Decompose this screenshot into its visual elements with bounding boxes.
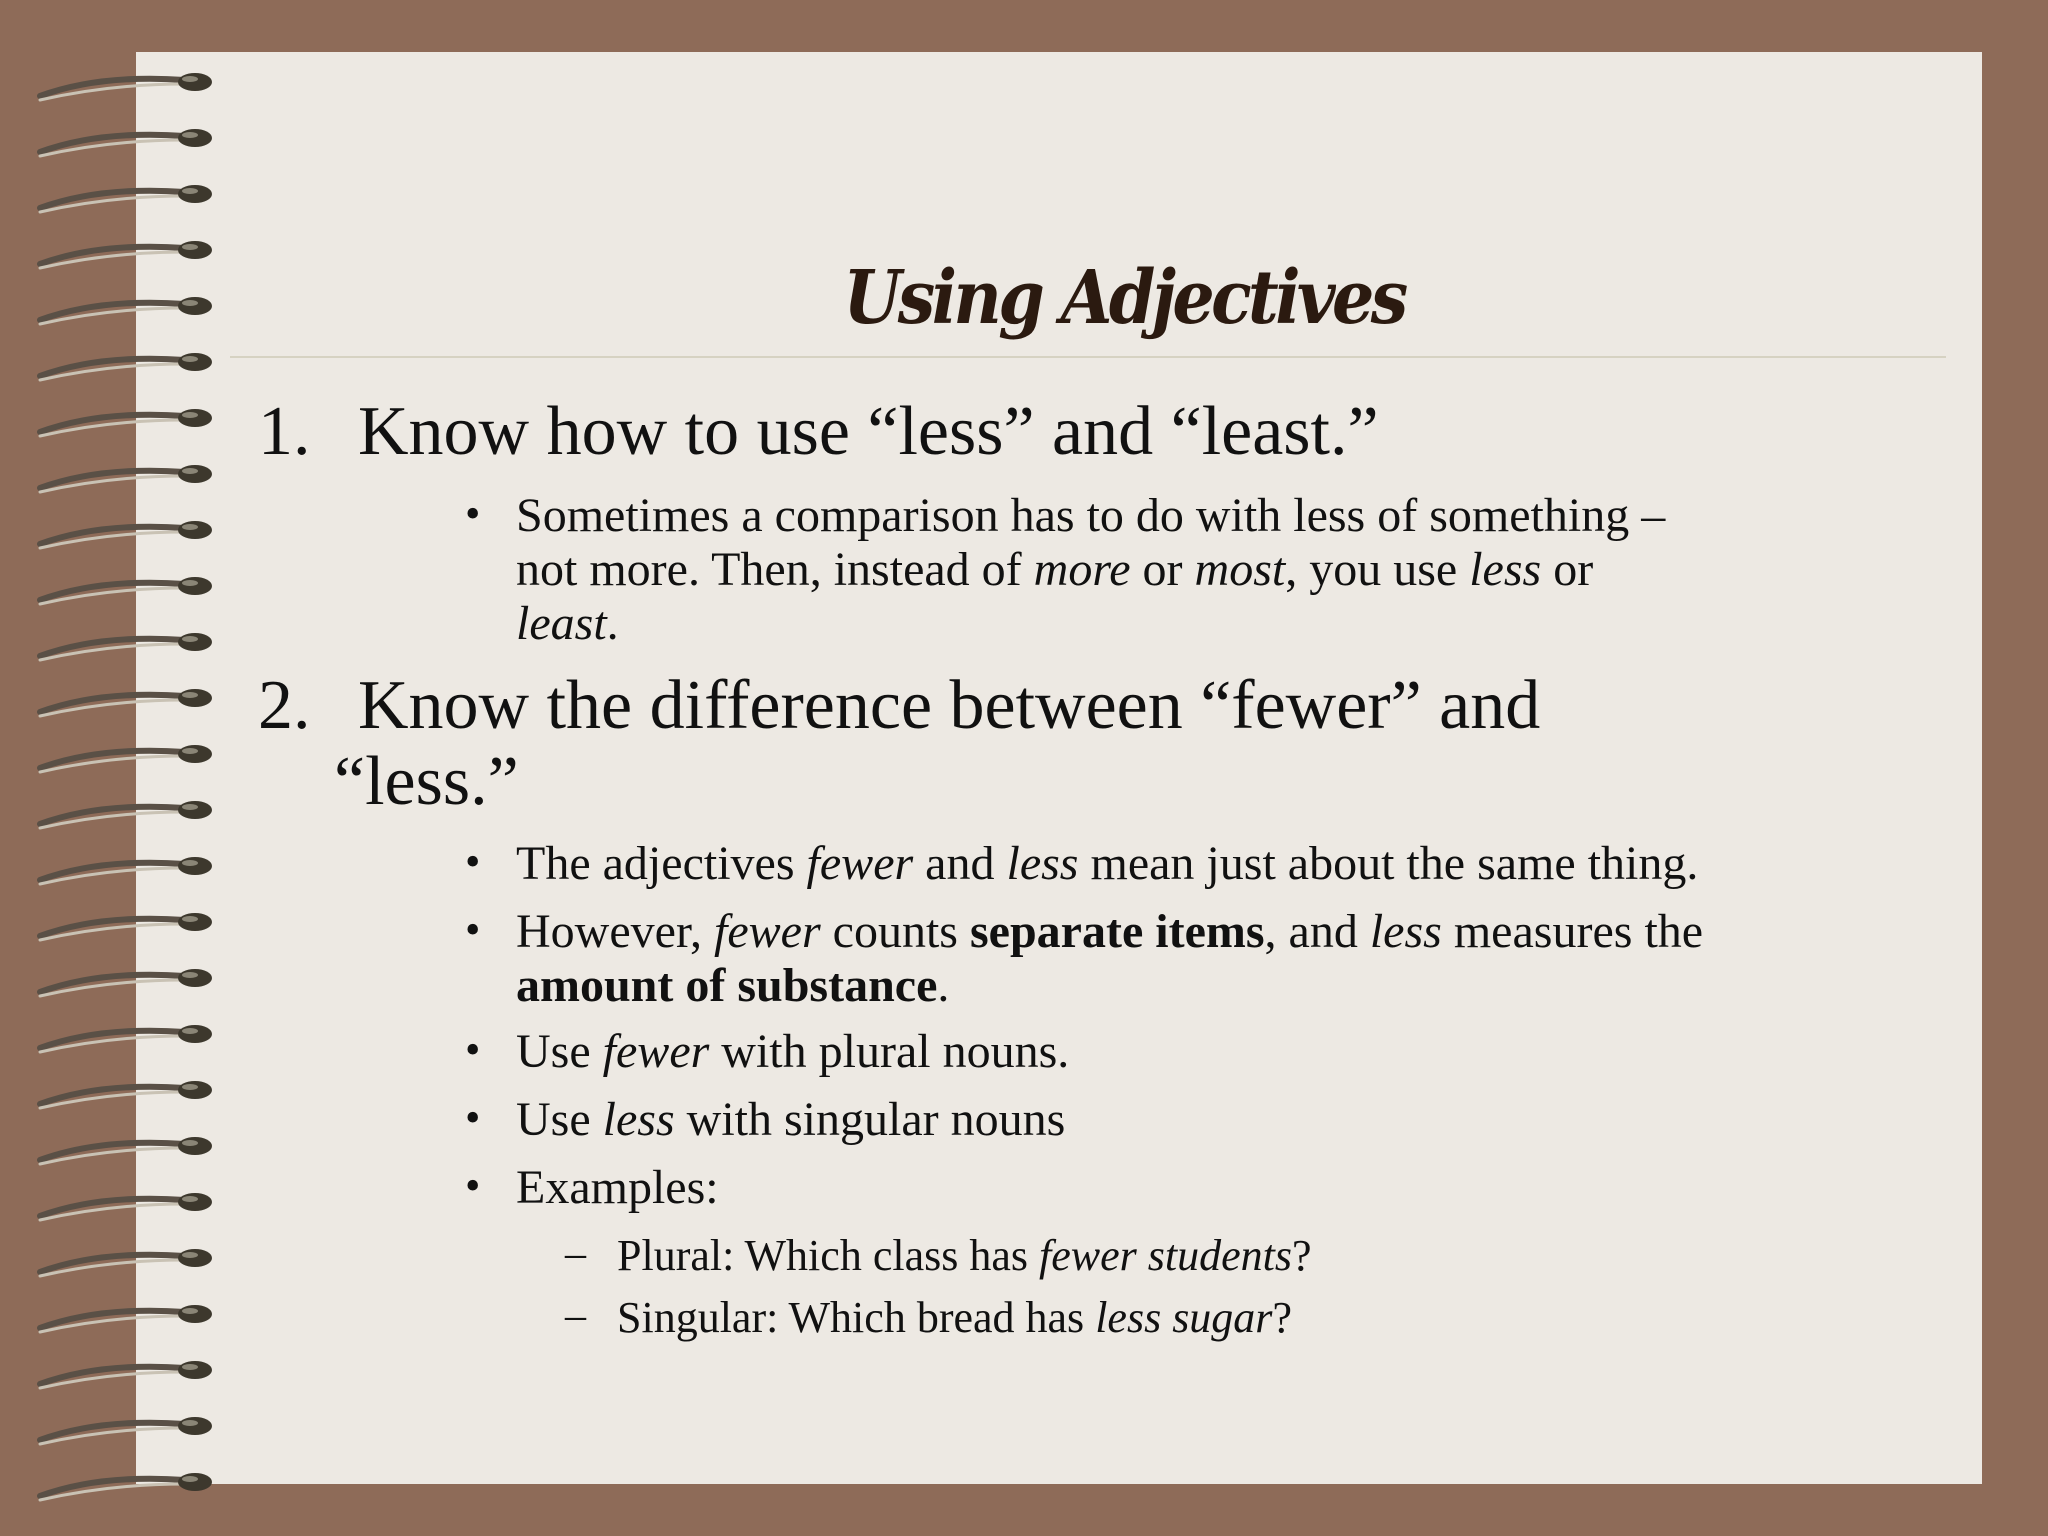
example-plural: Plural: Which class has fewer students? (617, 1231, 1312, 1280)
item-1-text-line2: not more. Then, instead of more or most, you use less or (516, 543, 1594, 596)
item-2-bullet-4: Use less with singular nouns (516, 1093, 1066, 1146)
item-2-heading-line1: Know the difference between “fewer” and (358, 667, 1541, 744)
bullet-marker: • (465, 1093, 481, 1142)
bullet-marker: • (465, 1025, 481, 1074)
slide-title: Using Adjectives (843, 255, 1405, 341)
item-2-bullet-2-line1: However, fewer counts separate items, and less measures the (516, 905, 1704, 958)
dash-marker: – (565, 1231, 586, 1277)
item-1-heading: Know how to use “less” and “least.” (358, 393, 1379, 470)
bullet-marker: • (465, 1161, 481, 1210)
example-singular: Singular: Which bread has less sugar? (617, 1293, 1292, 1342)
bullet-marker: • (465, 837, 481, 886)
item-2-bullet-2-line2: amount of substance. (516, 959, 950, 1012)
item-1-number: 1. (258, 393, 311, 470)
item-2-number: 2. (258, 667, 311, 744)
item-2-heading-line2: “less.” (334, 743, 519, 820)
bullet-marker: • (465, 905, 481, 954)
dash-marker: – (565, 1293, 586, 1339)
item-2-bullet-3: Use fewer with plural nouns. (516, 1025, 1070, 1078)
bullet-marker: • (465, 489, 481, 538)
item-1-text-line1: Sometimes a comparison has to do with less of something – (516, 489, 1666, 542)
item-2-bullet-1: The adjectives fewer and less mean just about the same thing. (516, 837, 1699, 890)
item-1-text-line3: least. (516, 597, 619, 650)
item-2-bullet-5: Examples: (516, 1161, 719, 1214)
